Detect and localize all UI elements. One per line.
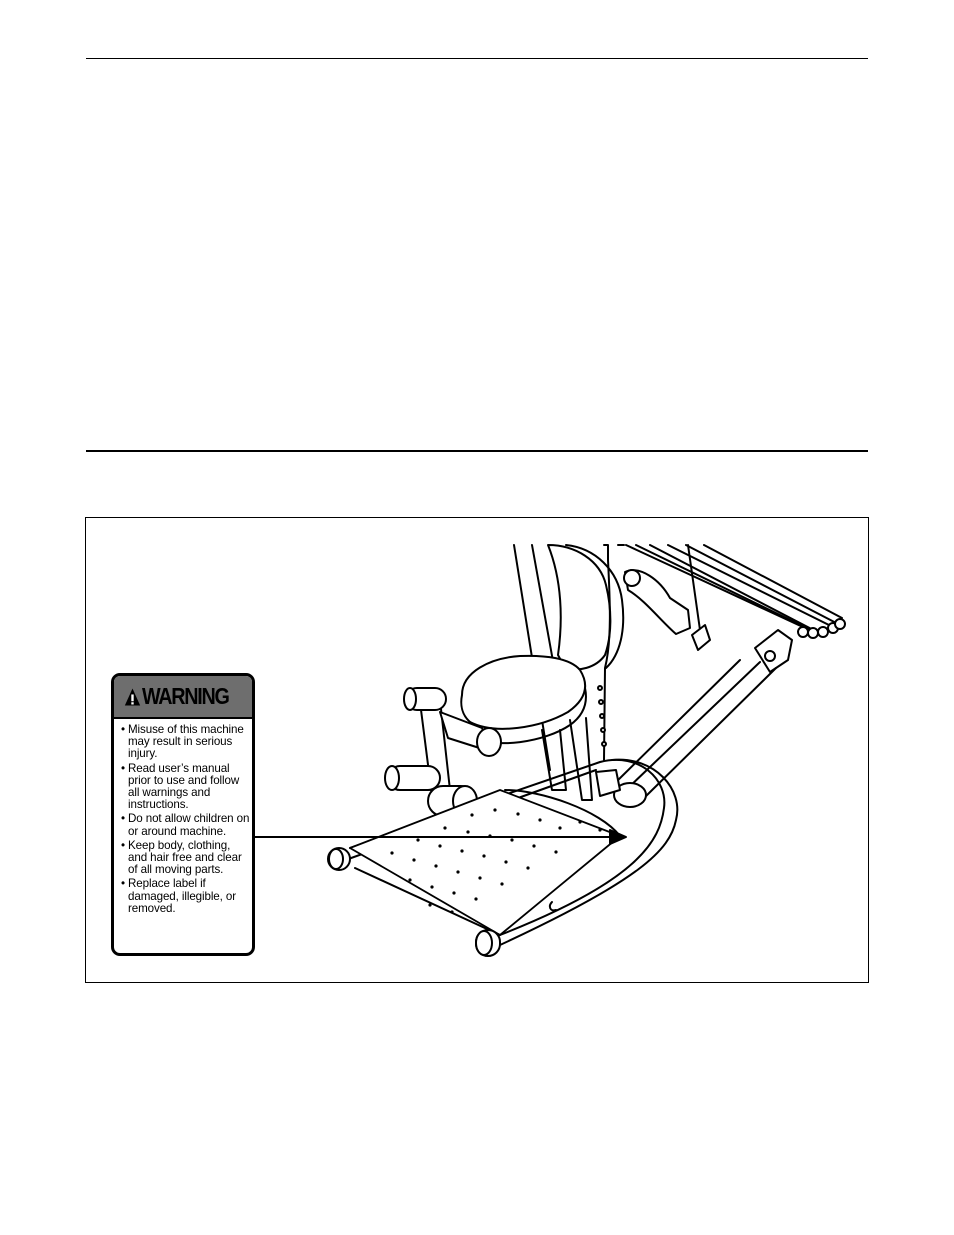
warning-item: • Do not allow children on or around machine. xyxy=(121,813,250,837)
warning-list xyxy=(114,724,252,915)
warning-item: • Misuse of this machine may result in serious injury. xyxy=(121,724,250,761)
warning-item: • Replace label if damaged, illegible, or removed. xyxy=(121,878,250,915)
warning-label xyxy=(111,673,255,956)
warning-item: • Keep body, clothing, and hair free and clear of all moving parts. xyxy=(121,840,250,877)
warning-title: WARNING xyxy=(141,683,229,709)
warning-item: • Read user’s manual prior to use and follow all warnings and instructions. xyxy=(121,763,250,812)
warning-header xyxy=(114,676,252,719)
warning-triangle-icon xyxy=(124,687,141,707)
